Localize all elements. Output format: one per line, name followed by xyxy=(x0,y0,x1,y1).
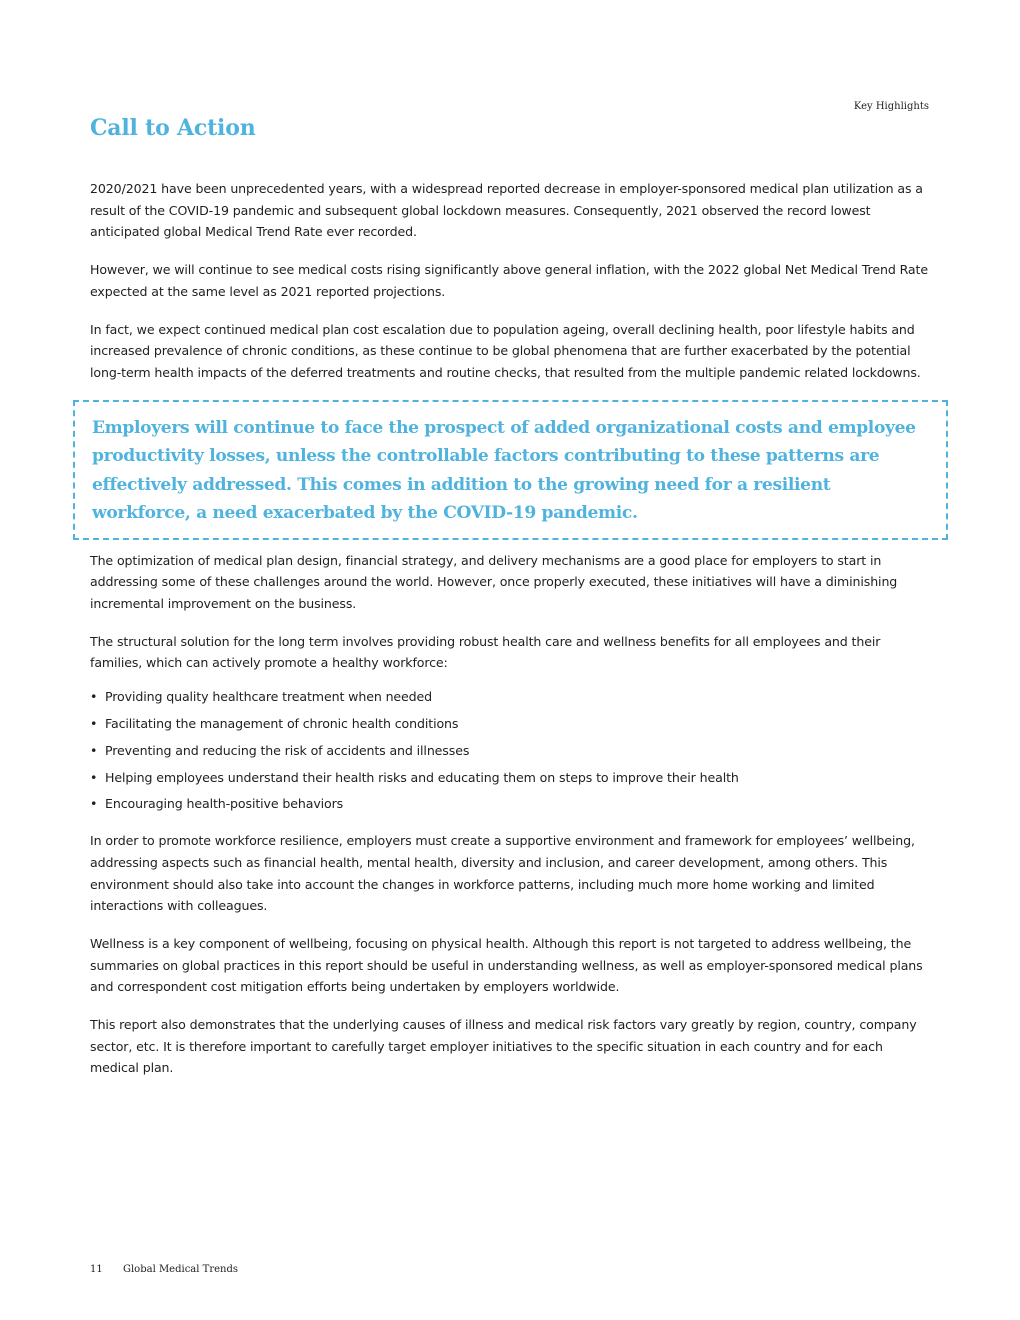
paragraph-structural-solution: The structural solution for the long term involves providing robust health care and wellness benefits for all employees and their families, which can actively promote a healthy workforce: xyxy=(90,633,881,671)
paragraph-risk-factors: This report also demonstrates that the underlying causes of illness and medical risk factors vary greatly by region, country, company sector, etc. It is therefore important to carefully target employer initiatives to the specific situation in each country and for each medical plan. xyxy=(90,1017,917,1076)
publication-title: Global Medical Trends xyxy=(123,1264,238,1275)
paragraph-optimization: The optimization of medical plan design, financial strategy, and delivery mechanisms are a good place for employers to start in addressing some of these challenges around the world. However, once properly executed, these initiatives will have a diminishing incremental improvement on the business. xyxy=(90,552,898,612)
bullet-icon: • xyxy=(90,742,98,758)
callout-box xyxy=(73,400,948,540)
list-item xyxy=(90,791,932,818)
list-item-text: Preventing and reducing the risk of accidents and illnesses xyxy=(105,742,470,758)
bullet-icon: • xyxy=(90,796,98,812)
benefits-list xyxy=(90,684,932,818)
page-footer xyxy=(90,1264,238,1275)
list-item xyxy=(90,765,932,792)
list-item-text: Providing quality healthcare treatment when needed xyxy=(105,689,433,705)
list-item xyxy=(90,684,932,711)
page-number: 11 xyxy=(90,1264,103,1275)
paragraph-resilience: In order to promote workforce resilience, employers must create a supportive environment and framework for employees’ wellbeing, addressing aspects such as financial health, mental health, diversity and inclusion, and career development, among others. This environment should also take into account the changes in workforce patterns, including much more home working and limited interactions with colleagues. xyxy=(90,833,915,914)
list-item-text: Facilitating the management of chronic health conditions xyxy=(105,715,459,731)
paragraph-inflation: However, we will continue to see medical costs rising significantly above general inflation, with the 2022 global Net Medical Trend Rate expected at the same level as 2021 reported projections. xyxy=(90,262,928,299)
list-item xyxy=(90,711,932,738)
callout-text: Employers will continue to face the prospect of added organizational costs and employee productivity losses, unless the controllable factors contributing to these patterns are effectively addressed. This comes in addition to the growing need for a resilient workforce, a need exacerbated by the COVID-19 pandemic. xyxy=(92,417,916,524)
bullet-icon: • xyxy=(90,769,98,785)
list-item-text: Helping employees understand their health risks and educating them on steps to improve their health xyxy=(105,769,739,785)
section-tag: Key Highlights xyxy=(853,101,929,112)
list-item-text: Encouraging health-positive behaviors xyxy=(105,796,344,812)
paragraph-wellness: Wellness is a key component of wellbeing, focusing on physical health. Although this report is not targeted to address wellbeing, the summaries on global practices in this report should be useful in understanding wellness, as well as employer-sponsored medical plans and correspondent cost mitigation efforts being undertaken by employers worldwide. xyxy=(90,935,923,995)
bullet-icon: • xyxy=(90,715,98,731)
paragraph-intro: 2020/2021 have been unprecedented years, with a widespread reported decrease in employer-sponsored medical plan utilization as a result of the COVID-19 pandemic and subsequent global lockdown measures. Consequently, 2021 observed the record lowest anticipated global Medical Trend Rate ever recorded. xyxy=(90,181,923,240)
list-item xyxy=(90,738,932,765)
paragraph-escalation: In fact, we expect continued medical plan cost escalation due to population ageing, overall declining health, poor lifestyle habits and increased prevalence of chronic conditions, as these continue to be global phenomena that are further exacerbated by the potential long-term health impacts of the deferred treatments and routine checks, that resulted from the multiple pandemic related lockdowns. xyxy=(90,321,921,380)
bullet-icon: • xyxy=(90,689,98,705)
page-title: Call to Action xyxy=(90,115,256,141)
article-body xyxy=(90,178,932,1095)
